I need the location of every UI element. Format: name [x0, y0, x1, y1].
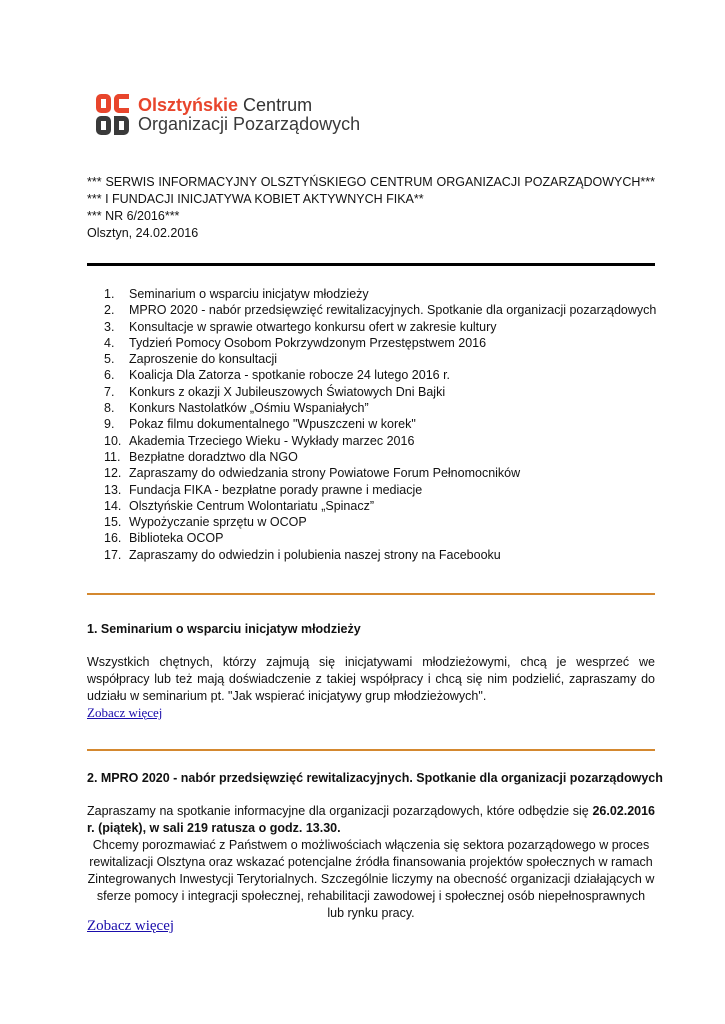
toc-item	[104, 319, 656, 335]
toc-item	[104, 367, 656, 383]
section2-body-intro: Zapraszamy na spotkanie informacyjne dla organizacji pozarządowych, które odbędzie się	[87, 804, 593, 818]
header-line-3: *** NR 6/2016***	[87, 209, 180, 223]
toc-item	[104, 482, 656, 498]
section2-see-more-link[interactable]: Zobacz więcej	[87, 918, 175, 934]
logo-word-olsztynskie: Olsztyńskie	[138, 95, 239, 115]
section1-title: 1. Seminarium o wsparciu inicjatyw młodzieży	[87, 622, 361, 636]
toc-item-label: Bezpłatne doradztwo dla NGO	[129, 449, 298, 464]
toc-item-label: Konsultacje w sprawie otwartego konkursu ofert w zakresie kultury	[129, 319, 497, 334]
toc-item-number: 16.	[104, 531, 122, 546]
section-divider	[87, 593, 655, 595]
toc-item-number: 4.	[104, 335, 115, 350]
section1-link-row	[87, 704, 655, 721]
toc-item-number: 9.	[104, 417, 115, 432]
toc-item-number: 1.	[104, 287, 115, 301]
toc-item-label: Pokaz filmu dokumentalnego "Wpuszczeni w korek"	[129, 417, 416, 432]
toc-item	[104, 465, 656, 481]
section2-body-details: Chcemy porozmawiać z Państwem o możliwościach włączenia się sektora pozarządowego w proces rewitalizacji Olsztyna oraz wskazać potencjalne źródła finansowania projektów społecznych w ramach Zintegrowanych Inwestycji Terytorialnych. Szczególnie liczymy na obecność organizacji działających w sferze pomocy i integracji społecznej, rehabilitacji zawodowej i społecznej osób niepełnosprawnych lub rynku pracy.	[87, 838, 655, 920]
toc-item-label: Biblioteka OCOP	[129, 531, 224, 546]
toc-item-label: Seminarium o wsparciu inicjatyw młodzieży	[129, 287, 369, 301]
toc-item	[104, 416, 656, 432]
toc-item-number: 17.	[104, 547, 122, 562]
toc-item-number: 13.	[104, 482, 122, 497]
toc-item-number: 3.	[104, 319, 115, 334]
toc-item-number: 5.	[104, 352, 115, 367]
logo-text	[138, 96, 360, 134]
bulletin-header	[87, 174, 655, 242]
toc-item-number: 6.	[104, 368, 115, 383]
toc-item-number: 11.	[104, 449, 121, 464]
section2-body-date: 26.02.2016 r. (piątek), w sali 219 ratusza o godz. 13.30.	[87, 804, 655, 835]
toc-item-label: MPRO 2020 - nabór przedsięwzięć rewitalizacyjnych. Spotkanie dla organizacji pozarządowych	[129, 303, 657, 318]
toc-item-label: Zapraszamy do odwiedzania strony Powiatowe Forum Pełnomocników	[129, 466, 521, 481]
logo-line2: Organizacji Pozarządowych	[138, 114, 361, 134]
toc-item-label: Koalicja Dla Zatorza - spotkanie robocze 24 lutego 2016 r.	[129, 368, 451, 383]
toc-item-number: 8.	[104, 401, 115, 416]
table-of-contents	[104, 286, 656, 563]
toc-item	[104, 286, 656, 302]
header-date: Olsztyn, 24.02.2016	[87, 226, 199, 240]
toc-item-number: 2.	[104, 303, 115, 318]
toc-item-label: Wypożyczanie sprzętu w OCOP	[129, 515, 307, 530]
ocop-logo	[96, 94, 360, 136]
toc-item	[104, 384, 656, 400]
toc-item-label: Fundacja FIKA - bezpłatne porady prawne i mediacje	[129, 482, 423, 497]
toc-item	[104, 449, 656, 465]
toc-item	[104, 335, 656, 351]
section2-body	[87, 803, 655, 837]
header-line-2: *** I FUNDACJI INICJATYWA KOBIET AKTYWNYCH FIKA**	[87, 192, 424, 206]
section1-body: Wszystkich chętnych, którzy zajmują się inicjatywami młodzieżowymi, chcą je wesprzeć we współpracy lub też mają doświadczenie z takiej współpracy i chcą się nim podzielić, zapraszamy do udziału w seminarium pt. "Jak wspierać inicjatywy grup młodzieżowych".	[87, 655, 655, 703]
toc-item	[104, 530, 656, 546]
section-divider	[87, 749, 655, 751]
toc-item-label: Akademia Trzeciego Wieku - Wykłady marzec 2016	[129, 433, 415, 448]
toc-item	[104, 400, 656, 416]
toc-item	[104, 351, 656, 367]
toc-item-label: Konkurs z okazji X Jubileuszowych Światowych Dni Bajki	[129, 384, 446, 399]
toc-item-label: Olsztyńskie Centrum Wolontariatu „Spinacz”	[129, 498, 374, 513]
toc-item-number: 12.	[104, 466, 122, 481]
ocop-logo-mark	[96, 94, 130, 136]
header-line-1: *** SERWIS INFORMACYJNY OLSZTYŃSKIEGO CENTRUM ORGANIZACJI POZARZĄDOWYCH***	[87, 175, 655, 189]
section1-see-more-link[interactable]: Zobacz więcej	[87, 705, 163, 720]
toc-item-number: 10.	[104, 433, 122, 448]
toc-item-label: Zaproszenie do konsultacji	[129, 352, 277, 367]
toc-item-label: Konkurs Nastolatków „Ośmiu Wspaniałych”	[129, 401, 369, 416]
toc-item	[104, 433, 656, 449]
toc-item-number: 7.	[104, 384, 115, 399]
toc-item-label: Zapraszamy do odwiedzin i polubienia naszej strony na Facebooku	[129, 547, 501, 562]
toc-item	[104, 547, 656, 563]
section2-link-row	[87, 917, 655, 935]
toc-item	[104, 514, 656, 530]
toc-item	[104, 498, 656, 514]
logo-word-centrum: Centrum	[238, 95, 313, 115]
section2-title: 2. MPRO 2020 - nabór przedsięwzięć rewitalizacyjnych. Spotkanie dla organizacji pozarządowych	[87, 771, 663, 785]
toc-item-number: 14.	[104, 498, 122, 513]
toc-item	[104, 302, 656, 318]
header-divider	[87, 263, 655, 266]
toc-item-label: Tydzień Pomocy Osobom Pokrzywdzonym Przestępstwem 2016	[129, 335, 487, 350]
toc-item-number: 15.	[104, 515, 122, 530]
